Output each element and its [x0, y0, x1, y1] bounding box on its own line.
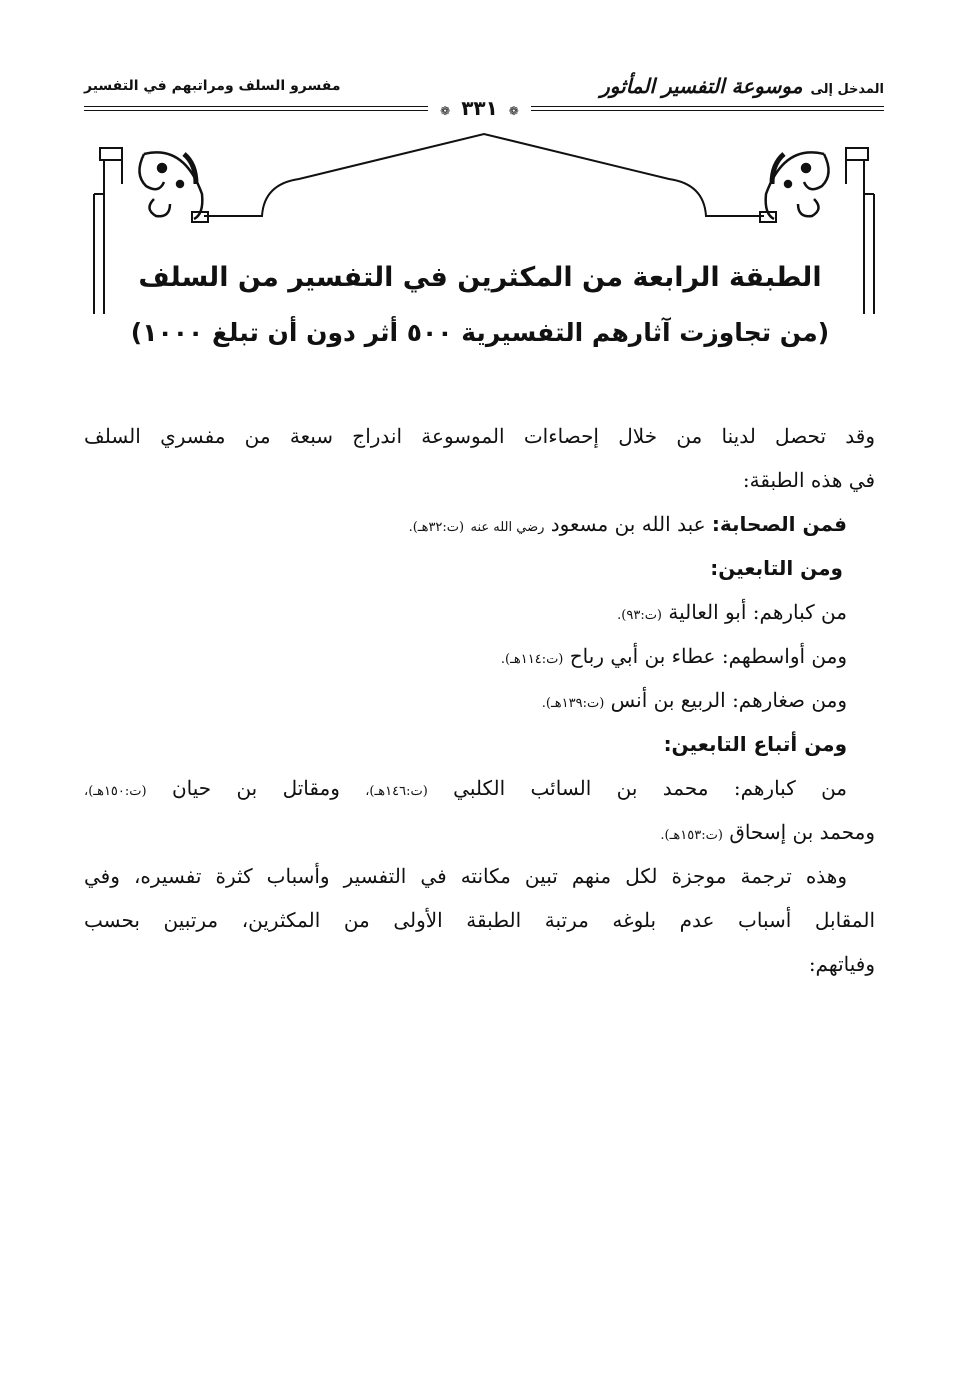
section-subtitle: (من تجاوزت آثارهم التفسيرية ٥٠٠ أثر دون أن تبلغ ١٠٠٠)	[130, 318, 830, 347]
intro-line-1: وقد تحصل لدينا من خلال إحصاءات الموسوعة اندراج سبعة من مفسري السلف	[84, 424, 875, 448]
ornament-icon: ❁	[440, 104, 451, 118]
death-date: (ت:١٥٣هـ).	[660, 828, 723, 843]
atba-label: من كبارهم:	[733, 776, 848, 800]
page-number	[428, 96, 531, 120]
atba-name-3: ومحمد بن إسحاق	[729, 820, 875, 844]
sahaba-label: فمن الصحابة:	[711, 512, 847, 536]
section-title: الطبقة الرابعة من المكثرين في التفسير من السلف	[138, 262, 822, 293]
death-date: (ت:١٣٩هـ).	[541, 696, 605, 711]
atba-heading: ومن أتباع التابعين:	[663, 732, 847, 756]
header-book-title	[600, 74, 884, 98]
awasit-label: ومن أواسطهم:	[721, 644, 847, 668]
atba-kibar-line	[84, 766, 847, 814]
header-chapter-title: مفسرو السلف ومراتبهم في التفسير	[84, 78, 341, 94]
floral-scroll-left-icon	[139, 152, 202, 219]
sighar-label: ومن صغارهم:	[732, 688, 847, 712]
tabiin-awasit-line	[84, 634, 847, 682]
page-number-row	[0, 96, 959, 120]
tabiin-heading: ومن التابعين:	[710, 556, 843, 580]
death-date: (ت:٣٢هـ).	[408, 520, 465, 535]
tabiin-sighar-line	[84, 678, 847, 726]
kibar-label: من كبارهم:	[752, 600, 847, 624]
outro-line-3: وفياتهم:	[808, 952, 875, 976]
honorific-glyph: رضي الله عنه	[470, 520, 545, 535]
tabiin-kibar-line	[84, 590, 847, 638]
sahaba-name: عبد الله بن مسعود	[550, 512, 706, 536]
atba-name-2: ومقاتل بن حيان	[171, 776, 340, 800]
death-date: (ت:١٥٠هـ)،	[84, 784, 147, 799]
intro-line-2: في هذه الطبقة:	[742, 468, 875, 492]
outro-line-1: وهذه ترجمة موجزة لكل منهم تبين مكانته في التفسير وأسباب كثرة تفسيره، وفي	[84, 864, 847, 888]
page-number-value: ٣٣١	[461, 96, 498, 120]
sahaba-line	[84, 502, 847, 550]
awasit-name: عطاء بن أبي رباح	[569, 644, 716, 668]
outro-line-2: المقابل أسباب عدم بلوغه مرتبة الطبقة الأولى من المكثرين، مرتبين بحسب	[84, 908, 875, 932]
title-frame-ornament	[84, 124, 884, 324]
header-intro-text: المدخل إلى	[810, 82, 884, 97]
death-date: (ت:١٤٦هـ)،	[365, 784, 428, 799]
atba-name-1: محمد بن السائب الكلبي	[453, 776, 709, 800]
kibar-name: أبو العالية	[668, 600, 747, 624]
atba-continued-line	[84, 810, 875, 858]
death-date: (ت:١١٤هـ).	[500, 652, 564, 667]
ornament-icon: ❁	[508, 104, 519, 118]
death-date: (ت:٩٣).	[617, 608, 663, 623]
floral-scroll-right-icon	[766, 152, 829, 219]
sighar-name: الربيع بن أنس	[610, 688, 726, 712]
header-series-logo: موسوعة التفسير المأثور	[600, 74, 803, 98]
